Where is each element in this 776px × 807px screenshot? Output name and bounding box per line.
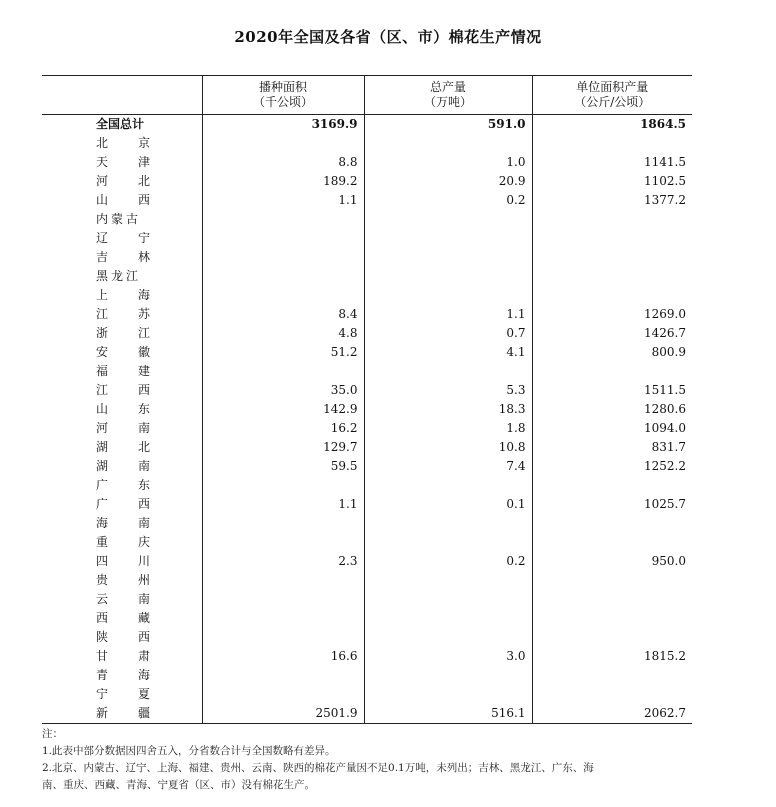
output-cell — [364, 590, 532, 609]
region-name: 河北 — [96, 174, 150, 188]
output-cell — [364, 609, 532, 628]
region-name: 广东 — [96, 478, 150, 492]
region-name: 重庆 — [96, 535, 150, 549]
region-name: 广西 — [96, 497, 150, 511]
table-row — [42, 248, 692, 267]
yield-cell: 1377.2 — [532, 191, 692, 210]
region-name: 西藏 — [96, 611, 150, 625]
yield-cell — [532, 210, 692, 229]
output-cell: 10.8 — [364, 438, 532, 457]
footnote-1: 1.此表中部分数据因四舍五入，分省数合计与全国数略有差异。 — [42, 745, 336, 757]
output-cell — [364, 286, 532, 305]
yield-cell: 1426.7 — [532, 324, 692, 343]
region-name: 河南 — [96, 421, 150, 435]
area-cell — [202, 248, 364, 267]
region-name: 海南 — [96, 516, 150, 530]
output-cell — [364, 229, 532, 248]
region-name: 贵州 — [96, 573, 150, 587]
output-cell: 4.1 — [364, 343, 532, 362]
region-cell — [42, 286, 202, 305]
output-cell — [364, 248, 532, 267]
area-cell: 51.2 — [202, 343, 364, 362]
data-table — [42, 75, 692, 724]
yield-cell — [532, 590, 692, 609]
region-cell — [42, 457, 202, 476]
yield-cell — [532, 514, 692, 533]
yield-cell — [532, 685, 692, 704]
output-cell: 1.0 — [364, 153, 532, 172]
area-cell: 129.7 — [202, 438, 364, 457]
area-cell — [202, 362, 364, 381]
output-cell — [364, 571, 532, 590]
footnotes — [42, 726, 692, 794]
area-cell — [202, 229, 364, 248]
region-cell — [42, 552, 202, 571]
header-total-output-unit: （万吨） — [423, 95, 472, 109]
region-name: 山西 — [96, 193, 150, 207]
yield-cell: 1280.6 — [532, 400, 692, 419]
output-cell — [364, 476, 532, 495]
table-row — [42, 305, 692, 324]
region-cell — [42, 153, 202, 172]
area-cell: 1.1 — [202, 495, 364, 514]
area-cell — [202, 286, 364, 305]
output-cell: 591.0 — [364, 115, 532, 135]
yield-cell: 831.7 — [532, 438, 692, 457]
yield-cell — [532, 267, 692, 286]
output-cell: 1.1 — [364, 305, 532, 324]
yield-cell: 1864.5 — [532, 115, 692, 135]
yield-cell — [532, 476, 692, 495]
output-cell: 7.4 — [364, 457, 532, 476]
table-row — [42, 609, 692, 628]
output-cell: 1.8 — [364, 419, 532, 438]
area-cell — [202, 210, 364, 229]
region-name: 陕西 — [96, 630, 150, 644]
area-cell: 2501.9 — [202, 704, 364, 724]
region-cell — [42, 647, 202, 666]
output-cell: 516.1 — [364, 704, 532, 724]
region-cell — [42, 514, 202, 533]
area-cell — [202, 609, 364, 628]
region-cell — [42, 362, 202, 381]
table-row — [42, 704, 692, 724]
area-cell — [202, 514, 364, 533]
area-cell — [202, 628, 364, 647]
region-cell — [42, 381, 202, 400]
output-cell: 3.0 — [364, 647, 532, 666]
table-row — [42, 533, 692, 552]
region-name: 江苏 — [96, 307, 150, 321]
region-name: 浙江 — [96, 326, 150, 340]
table-row — [42, 590, 692, 609]
region-name: 湖北 — [96, 440, 150, 454]
table-row — [42, 514, 692, 533]
output-cell: 18.3 — [364, 400, 532, 419]
table-row — [42, 134, 692, 153]
yield-cell: 1102.5 — [532, 172, 692, 191]
table-row — [42, 571, 692, 590]
region-cell — [42, 628, 202, 647]
table-row — [42, 457, 692, 476]
table-row — [42, 324, 692, 343]
output-cell — [364, 666, 532, 685]
area-cell — [202, 476, 364, 495]
area-cell: 8.4 — [202, 305, 364, 324]
table-row — [42, 153, 692, 172]
yield-cell: 1252.2 — [532, 457, 692, 476]
area-cell: 8.8 — [202, 153, 364, 172]
header-sown-area — [202, 76, 364, 115]
area-cell: 3169.9 — [202, 115, 364, 135]
header-sown-area-label: 播种面积 — [258, 80, 307, 94]
region-cell — [42, 571, 202, 590]
yield-cell — [532, 609, 692, 628]
region-cell — [42, 495, 202, 514]
output-cell — [364, 514, 532, 533]
table-row — [42, 419, 692, 438]
area-cell: 1.1 — [202, 191, 364, 210]
footnote-heading: 注： — [42, 728, 63, 740]
region-name: 新疆 — [96, 706, 150, 720]
area-cell — [202, 685, 364, 704]
area-cell: 4.8 — [202, 324, 364, 343]
area-cell — [202, 571, 364, 590]
yield-cell: 1141.5 — [532, 153, 692, 172]
footnote-2: 2.北京、内蒙古、辽宁、上海、福建、贵州、云南、陕西的棉花产量因不足0.1万吨，未列出；吉林、黑龙江、广东、海 — [42, 762, 594, 774]
area-cell — [202, 666, 364, 685]
region-cell — [42, 400, 202, 419]
region-name: 宁夏 — [96, 687, 150, 701]
area-cell — [202, 590, 364, 609]
area-cell: 16.2 — [202, 419, 364, 438]
table-row — [42, 286, 692, 305]
region-name: 吉林 — [96, 250, 150, 264]
table-row — [42, 400, 692, 419]
area-cell: 16.6 — [202, 647, 364, 666]
region-name: 上海 — [96, 288, 150, 302]
output-cell — [364, 134, 532, 153]
region-cell — [42, 324, 202, 343]
table-row — [42, 476, 692, 495]
region-name: 北京 — [96, 136, 150, 150]
output-cell: 0.2 — [364, 552, 532, 571]
table-body — [42, 115, 692, 724]
header-total-output-label: 总产量 — [429, 80, 466, 94]
area-cell: 2.3 — [202, 552, 364, 571]
table-row — [42, 210, 692, 229]
table-row — [42, 666, 692, 685]
yield-cell — [532, 533, 692, 552]
region-name: 青海 — [96, 668, 150, 682]
yield-cell: 1815.2 — [532, 647, 692, 666]
table-row — [42, 552, 692, 571]
region-cell — [42, 172, 202, 191]
yield-cell — [532, 286, 692, 305]
output-cell — [364, 362, 532, 381]
region-cell — [42, 134, 202, 153]
table-row — [42, 647, 692, 666]
header-row — [42, 76, 692, 115]
table-row — [42, 628, 692, 647]
region-cell — [42, 666, 202, 685]
output-cell — [364, 210, 532, 229]
output-cell: 0.7 — [364, 324, 532, 343]
area-cell — [202, 134, 364, 153]
table-row — [42, 438, 692, 457]
yield-cell: 1269.0 — [532, 305, 692, 324]
output-cell: 20.9 — [364, 172, 532, 191]
region-cell — [42, 704, 202, 724]
region-cell — [42, 229, 202, 248]
region-name: 江西 — [96, 383, 150, 397]
region-cell — [42, 533, 202, 552]
region-cell — [42, 191, 202, 210]
yield-cell: 1511.5 — [532, 381, 692, 400]
region-name: 福建 — [96, 364, 150, 378]
region-name: 辽宁 — [96, 231, 150, 245]
table-row — [42, 495, 692, 514]
region-cell — [42, 419, 202, 438]
region-name: 黑龙江 — [96, 269, 138, 283]
header-yield — [532, 76, 692, 115]
area-cell: 189.2 — [202, 172, 364, 191]
region-cell — [42, 343, 202, 362]
region-cell — [42, 685, 202, 704]
yield-cell — [532, 248, 692, 267]
table-row-total — [42, 115, 692, 135]
area-cell: 59.5 — [202, 457, 364, 476]
region-name: 安徽 — [96, 345, 150, 359]
area-cell — [202, 267, 364, 286]
output-cell: 5.3 — [364, 381, 532, 400]
region-cell — [42, 248, 202, 267]
yield-cell — [532, 628, 692, 647]
yield-cell — [532, 362, 692, 381]
header-region — [42, 76, 202, 115]
region-cell — [42, 210, 202, 229]
region-name: 内蒙古 — [96, 212, 138, 226]
region-cell — [42, 438, 202, 457]
output-cell: 0.2 — [364, 191, 532, 210]
output-cell — [364, 267, 532, 286]
output-cell — [364, 533, 532, 552]
cotton-production-table — [42, 75, 692, 724]
area-cell: 35.0 — [202, 381, 364, 400]
yield-cell: 2062.7 — [532, 704, 692, 724]
area-cell: 142.9 — [202, 400, 364, 419]
header-yield-unit: （公斤/公顷） — [574, 95, 651, 109]
region-cell — [42, 476, 202, 495]
table-row — [42, 343, 692, 362]
region-cell — [42, 305, 202, 324]
table-row — [42, 685, 692, 704]
table-row — [42, 381, 692, 400]
yield-cell — [532, 229, 692, 248]
yield-cell — [532, 666, 692, 685]
output-cell — [364, 628, 532, 647]
area-cell — [202, 533, 364, 552]
header-yield-label: 单位面积产量 — [576, 80, 649, 94]
yield-cell: 1094.0 — [532, 419, 692, 438]
region-name: 四川 — [96, 554, 150, 568]
header-sown-area-unit: （千公顷） — [252, 95, 313, 109]
output-cell — [364, 685, 532, 704]
table-row — [42, 191, 692, 210]
region-cell — [42, 590, 202, 609]
region-cell — [42, 267, 202, 286]
yield-cell: 1025.7 — [532, 495, 692, 514]
region-name: 山东 — [96, 402, 150, 416]
region-name: 云南 — [96, 592, 150, 606]
footnote-2-cont: 南、重庆、西藏、青海、宁夏省（区、市）没有棉花生产。 — [42, 779, 315, 791]
region-cell — [42, 115, 202, 135]
table-row — [42, 267, 692, 286]
region-name: 甘肃 — [96, 649, 150, 663]
output-cell: 0.1 — [364, 495, 532, 514]
region-name: 湖南 — [96, 459, 150, 473]
region-name: 全国总计 — [96, 117, 145, 131]
table-header — [42, 76, 692, 115]
region-name: 天津 — [96, 155, 150, 169]
table-row — [42, 229, 692, 248]
yield-cell: 800.9 — [532, 343, 692, 362]
table-row — [42, 362, 692, 381]
yield-cell — [532, 134, 692, 153]
yield-cell — [532, 571, 692, 590]
region-cell — [42, 609, 202, 628]
yield-cell: 950.0 — [532, 552, 692, 571]
header-total-output — [364, 76, 532, 115]
table-row — [42, 172, 692, 191]
page-title: 2020年全国及各省（区、市）棉花生产情况 — [234, 28, 542, 46]
